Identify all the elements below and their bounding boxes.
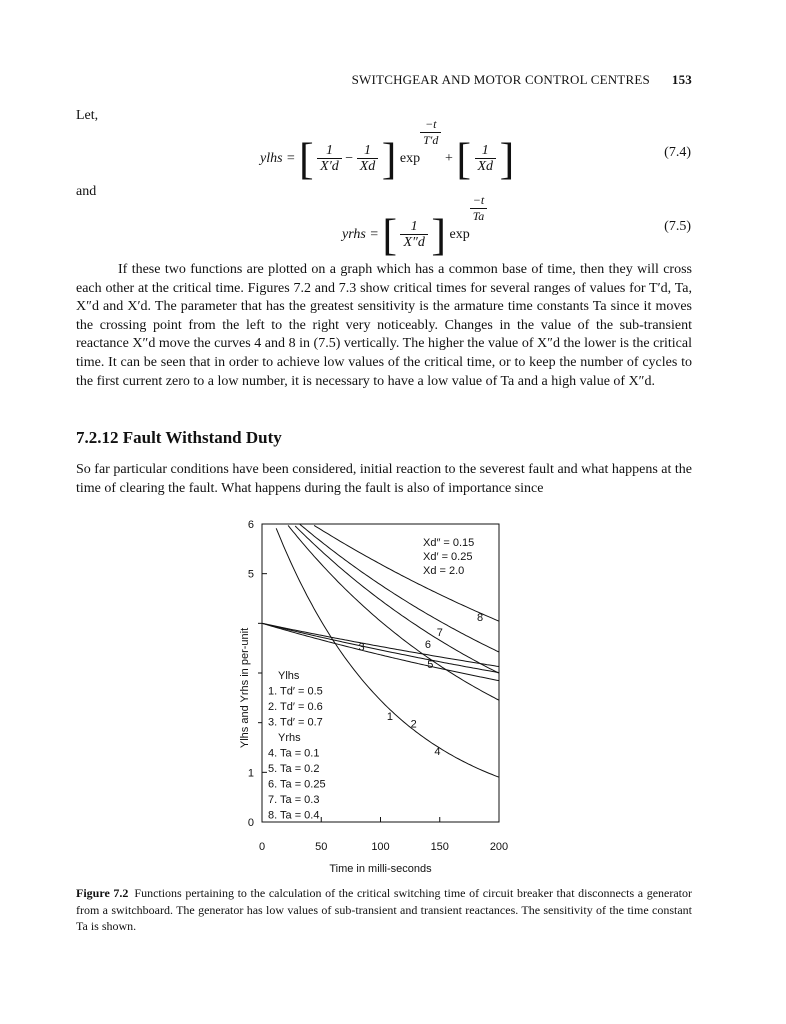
eq1-frac-c: $\frac{1}{Xd}$ — [475, 143, 497, 174]
figure-label: Figure 7.2 — [76, 886, 129, 900]
paragraph-critical-time: If these two functions are plotted on a graph which has a common base of time, then they will cross each other at the critical time. Figures 7.2 and 7.3 show critical times for several ranges of values for T′d, Ta, X″d and X′d. The parameter that has the greatest sensitivity is the armature time constants Ta since it moves the crossing point from the left to the right very noticeably. Changes in the value of the sub-transient reactance X″d move the curves 4 and 8 in (7.5) vertically. The higher the value of X″d the lower is the critical time. It can be seen that in order to achieve low values of the critical time, or to keep the number of cycles to the first current zero to a low number, it is necessary to have a low value of Ta and a high value of X″d. — [76, 262, 692, 389]
y-tick-label: 0 — [247, 817, 254, 829]
y-tick-label: 5 — [247, 568, 254, 581]
x-tick-label: 0 — [258, 841, 266, 853]
page-number: 153 — [671, 72, 692, 87]
legend-entry: Ylhs — [278, 670, 300, 682]
curve-label-1: 1 — [386, 711, 394, 724]
legend-entry: 8. Ta = 0.4 — [268, 809, 320, 822]
eq1-frac-b: $\frac{1}{Xd}$ — [357, 143, 379, 174]
curve-label-4: 4 — [434, 745, 441, 758]
eq1-plus: + — [444, 151, 453, 166]
section-heading: 7.2.12 Fault Withstand Duty — [76, 428, 282, 447]
x-tick-label: 200 — [489, 841, 509, 853]
eq2-frac: $\frac{1}{X''d}$ — [400, 219, 427, 250]
y-tick-label: 6 — [247, 519, 254, 531]
figure-caption — [76, 885, 692, 935]
let-label: Let, — [76, 108, 99, 123]
eq1-exponent: $\frac{-t}{T'd}$ — [420, 117, 441, 148]
curve-4 — [276, 528, 499, 777]
legend-entry: 4. Ta = 0.1 — [268, 747, 320, 760]
eq2-lhs: yrhs = — [342, 227, 379, 242]
x-tick-label: 150 — [430, 841, 449, 853]
legend-entry: 7. Ta = 0.3 — [268, 794, 320, 806]
eq1-minus: − — [345, 151, 354, 166]
curve-label-5: 5 — [427, 659, 434, 672]
legend-entry: 6. Ta = 0.25 — [268, 778, 326, 791]
eq2-exponent: $\frac{-t}{Ta}$ — [470, 193, 488, 224]
eq1-exp: exp — [399, 151, 421, 166]
curve-label-7: 7 — [436, 626, 443, 639]
equation-number-7-4: (7.4) — [664, 145, 691, 160]
parameter-label: Xd″ = 0.15 — [423, 537, 475, 549]
y-tick-label: 1 — [247, 767, 254, 780]
eq1-frac-a: $\frac{1}{X'd}$ — [317, 143, 342, 174]
paragraph-fault-duty: So far particular conditions have been considered, initial reaction to the severest fault and what happens at the time of clearing the fault. What happens during the fault is also of importance since — [76, 462, 692, 496]
curve-label-6: 6 — [424, 639, 431, 652]
running-head — [0, 72, 692, 88]
x-tick-label: 100 — [371, 841, 390, 853]
parameter-label: Xd = 2.0 — [423, 565, 465, 577]
curve-label-8: 8 — [476, 611, 484, 624]
equation-7-4: ylhs = [ $\frac{1}{X'd}$ − $\frac{1}{Xd}$ ] exp $\frac{-t}{T'd}$ + [ $\frac{1}{Xd}$ ] — [260, 117, 515, 184]
equation-7-5: yrhs = [ $\frac{1}{X''d}$ ] exp $\frac{-t}{Ta}$ — [342, 193, 487, 260]
legend-entry: 3. Td′ = 0.7 — [268, 716, 323, 729]
legend-entry: Yrhs — [278, 732, 301, 744]
curve-label-3: 3 — [358, 641, 365, 654]
curve-3 — [262, 623, 499, 666]
eq1-lhs: ylhs = — [260, 151, 296, 166]
critical-time-chart — [238, 508, 538, 880]
x-tick-label: 50 — [315, 841, 328, 853]
figure-caption-text: Functions pertaining to the calculation of the critical switching time of circuit breaker that disconnects a generator from a switchboard. The generator has low values of sub-transient and transient reactances. The sensitivity of the time constant Ta is shown. — [76, 886, 692, 933]
x-axis-label: Time in milli-seconds — [329, 863, 432, 875]
running-title: SWITCHGEAR AND MOTOR CONTROL CENTRES — [351, 72, 650, 87]
and-label: and — [76, 184, 97, 199]
legend-entry: 1. Td′ = 0.5 — [268, 685, 323, 698]
equation-number-7-5: (7.5) — [664, 219, 691, 234]
legend-entry: 5. Ta = 0.2 — [268, 763, 320, 775]
eq2-exp: exp — [449, 227, 470, 242]
legend-entry: 2. Td′ = 0.6 — [268, 701, 323, 713]
y-axis-label: Ylhs and Yrhs in per-unit — [239, 627, 251, 749]
parameter-label: Xd′ = 0.25 — [423, 551, 473, 563]
curve-label-2: 2 — [410, 718, 417, 731]
